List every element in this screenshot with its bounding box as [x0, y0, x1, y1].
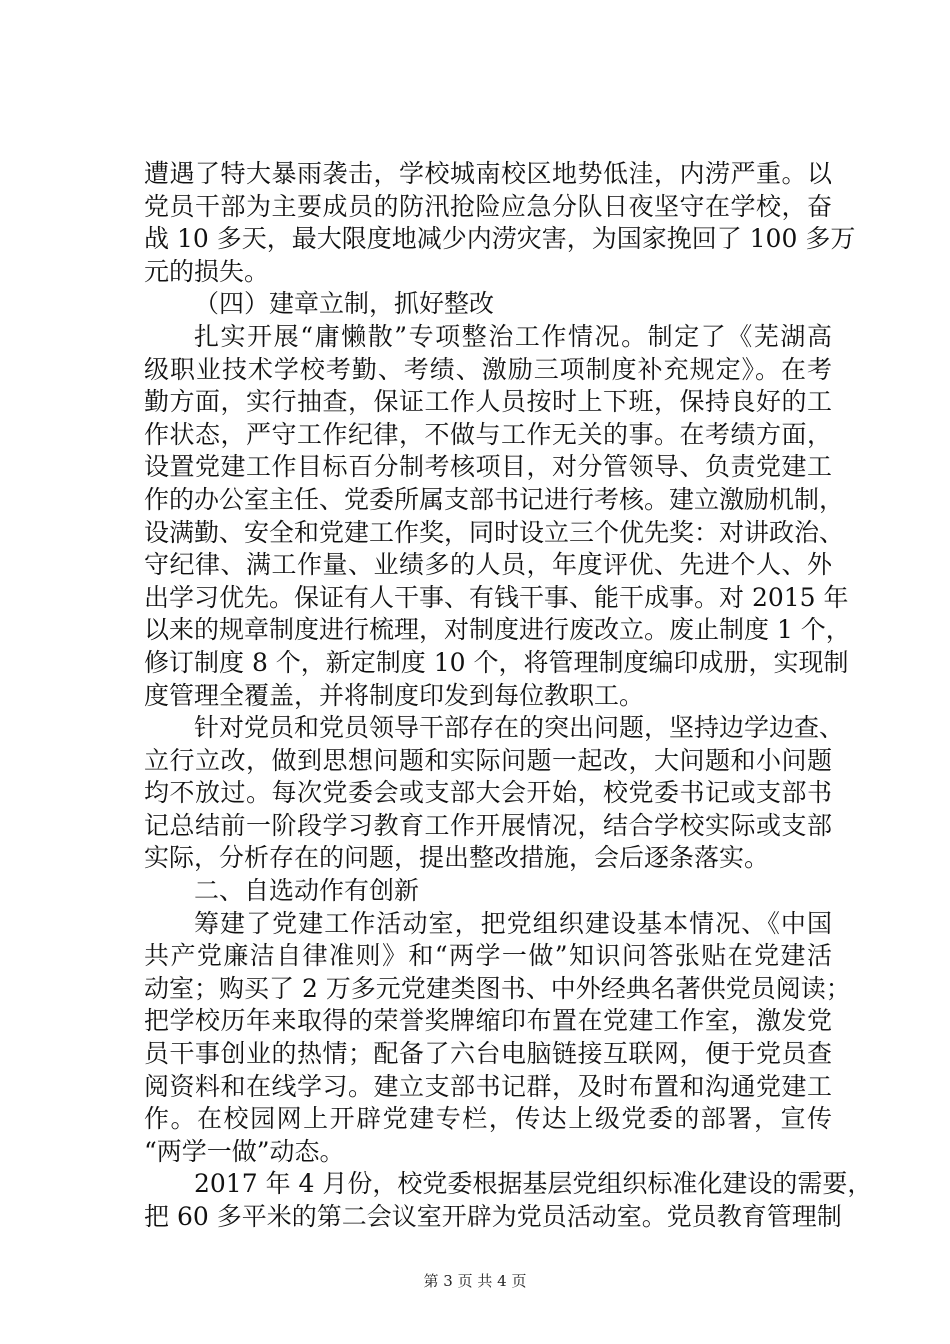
- paragraph-line: 元的损失。: [144, 256, 270, 286]
- paragraph-line: 把 60 多平米的第二会议室开辟为党员活动室。党员教育管理制: [144, 1202, 842, 1231]
- paragraph-line: 把学校历年来取得的荣誉奖牌缩印布置在党建工作室，激发党: [144, 1006, 832, 1036]
- paragraph-line: 以来的规章制度进行梳理，对制度进行废改立。废止制度 1 个，: [144, 615, 851, 645]
- page-footer: 第 3 页 共 4 页: [423, 1272, 527, 1290]
- paragraph-line: 级职业技术学校考勤、考绩、激励三项制度补充规定》。在考: [144, 354, 832, 384]
- paragraph-line: 2017 年 4 月份，校党委根据基层党组织标准化建设的需要，: [194, 1169, 873, 1199]
- paragraph-line: 勤方面，实行抽查，保证工作人员按时上下班，保持良好的工: [144, 387, 832, 417]
- paragraph-line: 设满勤、安全和党建工作奖，同时设立三个优先奖：对讲政治、: [144, 517, 845, 547]
- paragraph-line: 作。在校园网上开辟党建专栏，传达上级党委的部署，宣传: [144, 1104, 832, 1134]
- paragraph-line: 战 10 多天，最大限度地减少内涝灾害，为国家挽回了 100 多万: [144, 224, 856, 254]
- paragraph-line: 实际，分析存在的问题，提出整改措施，会后逐条落实。: [144, 843, 770, 873]
- paragraph-line: 记总结前一阶段学习教育工作开展情况，结合学校实际或支部: [144, 810, 832, 840]
- document-body: [144, 158, 873, 1234]
- paragraph-line: 守纪律、满工作量、业绩多的人员，年度评优、先进个人、外: [144, 550, 832, 580]
- paragraph-line: 共产党廉洁自律准则》和“两学一做”知识问答张贴在党建活: [144, 941, 832, 971]
- paragraph-line: “两学一做”动态。: [144, 1136, 345, 1166]
- paragraph-line: 阅资料和在线学习。建立支部书记群，及时布置和沟通党建工: [144, 1071, 832, 1101]
- section-heading: （四）建章立制，抓好整改: [194, 289, 495, 319]
- paragraph-line: 员干事创业的热情；配备了六台电脑链接互联网，便于党员查: [144, 1039, 832, 1069]
- paragraph-line: 修订制度 8 个，新定制度 10 个，将管理制度编印成册，实现制: [144, 647, 849, 677]
- section-heading: 二、自选动作有创新: [194, 876, 420, 906]
- paragraph-line: 作状态，严守工作纪律，不做与工作无关的事。在考绩方面，: [144, 419, 832, 449]
- paragraph-line: 动室；购买了 2 万多元党建类图书、中外经典名著供党员阅读；: [144, 973, 851, 1003]
- paragraph-line: 筹建了党建工作活动室，把党组织建设基本情况、《中国: [194, 908, 832, 938]
- paragraph-line: 立行立改，做到思想问题和实际问题一起改，大问题和小问题: [144, 745, 832, 775]
- paragraph-line: 扎实开展“庸懒散”专项整治工作情况。制定了《芜湖高: [194, 321, 832, 351]
- paragraph-line: 出学习优先。保证有人干事、有钱干事、能干成事。对 2015 年: [144, 582, 849, 612]
- paragraph-line: 设置党建工作目标百分制考核项目，对分管领导、负责党建工: [144, 452, 832, 482]
- paragraph-line: 党员干部为主要成员的防汛抢险应急分队日夜坚守在学校，奋: [144, 191, 832, 221]
- paragraph-line: 均不放过。每次党委会或支部大会开始，校党委书记或支部书: [144, 778, 832, 808]
- paragraph-line: 作的办公室主任、党委所属支部书记进行考核。建立激励机制，: [144, 484, 845, 514]
- paragraph-line: 遭遇了特大暴雨袭击，学校城南校区地势低洼，内涝严重。以: [144, 159, 832, 188]
- paragraph-line: 针对党员和党员领导干部存在的突出问题，坚持边学边查、: [194, 713, 845, 743]
- paragraph-line: 度管理全覆盖，并将制度印发到每位教职工。: [144, 680, 645, 710]
